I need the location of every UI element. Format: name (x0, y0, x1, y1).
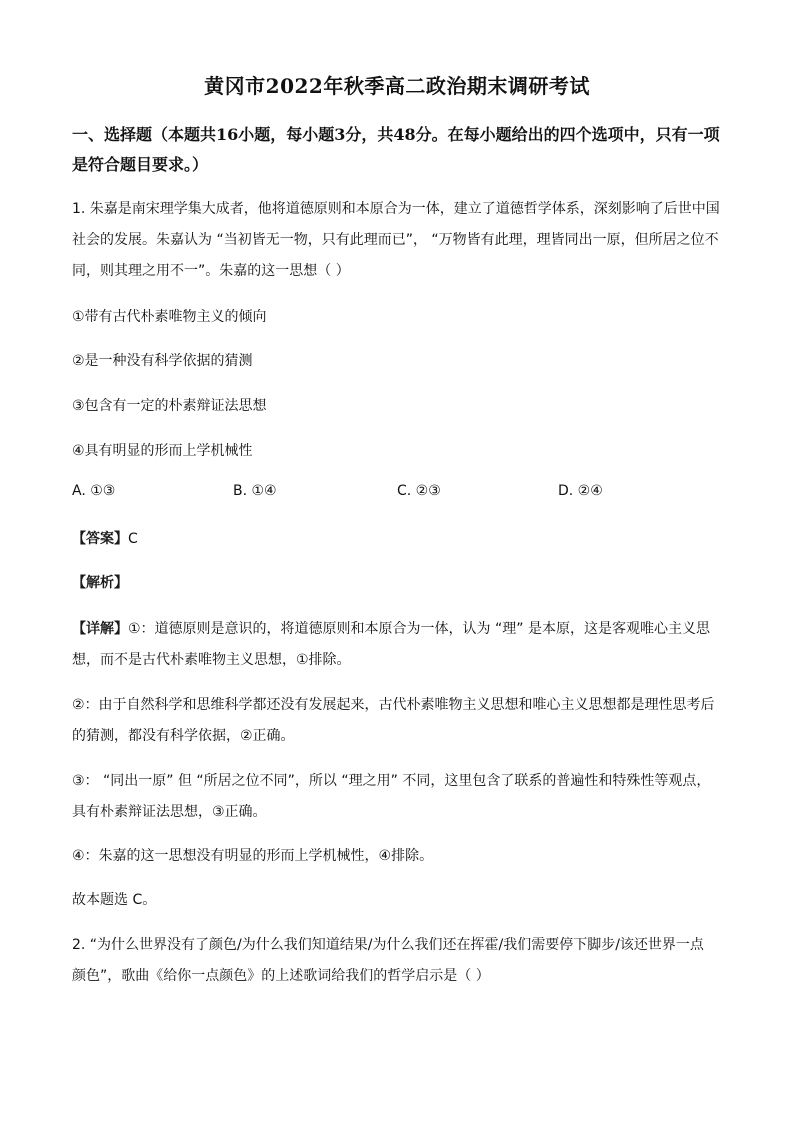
q1-statement-1: ①带有古代朴素唯物主义的倾向 (72, 309, 267, 325)
detail-label: 【详解】 (72, 621, 128, 637)
q1-stem-line-3: 同，则其理之用不一”。朱嘉的这一思想（ ） (72, 263, 350, 279)
answer-label: 【答案】 (72, 531, 128, 547)
page-title: 黄冈市2022年秋季高二政治期末调研考试 (204, 74, 590, 98)
q1-option-b: B. ①④ (233, 483, 277, 499)
q1-statement-2: ②是一种没有科学依据的猜测 (72, 353, 253, 369)
q1-stem-line-2: 社会的发展。朱嘉认为 “当初皆无一物，只有此理而已”， “万物皆有此理，理皆同出一原，但所居之位不 (72, 232, 719, 248)
q1-option-c: C. ②③ (397, 483, 441, 499)
q1-detail-line-4: 的猜测，都没有科学依据，②正确。 (72, 728, 295, 744)
q1-statement-3: ③包含有一定的朴素辩证法思想 (72, 398, 267, 414)
q1-detail-line-3: ②：由于自然科学和思维科学都还没有发展起来，古代朴素唯物主义思想和唯心主义思想都是理性思考后 (72, 697, 715, 713)
q1-detail-line-5: ③： “同出一原” 但 “所居之位不同”，所以 “理之用” 不同，这里包含了联系的普遍性和特殊性等观点， (72, 773, 711, 789)
q1-analysis-label: 【解析】 (72, 575, 128, 591)
q1-detail-line-2: 想，而不是古代朴素唯物主义思想，①排除。 (72, 652, 351, 668)
q1-detail-line-6: 具有朴素辩证法思想，③正确。 (72, 804, 267, 820)
q1-conclusion: 故本题选 C。 (72, 892, 157, 908)
q2-stem-line-2: 颜色”，歌曲《给你一点颜色》的上述歌词给我们的哲学启示是（ ） (72, 968, 490, 984)
q2-stem-line-1: 2. “为什么世界没有了颜色/为什么我们知道结果/为什么我们还在挥霍/我们需要停下脚步/该还世界一点 (72, 937, 704, 953)
q1-detail-line-1: 【详解】①：道德原则是意识的，将道德原则和本原合为一体，认为 “理” 是本原，这是客观唯心主义思 (72, 621, 710, 637)
section-heading: 一、选择题（本题共16小题，每小题3分，共48分。在每小题给出的四个选项中，只有一项是符合题目要求。） (72, 125, 720, 174)
q1-statement-4: ④具有明显的形而上学机械性 (72, 443, 253, 459)
q1-stem-line-1: 1. 朱嘉是南宋理学集大成者，他将道德原则和本原合为一体，建立了道德哲学体系，深刻影响了后世中国 (72, 201, 720, 217)
answer-value: C (128, 531, 138, 547)
q1-detail-line-7: ④：朱嘉的这一思想没有明显的形而上学机械性，④排除。 (72, 848, 434, 864)
q1-answer (72, 528, 138, 548)
q1-option-a: A. ①③ (72, 483, 116, 499)
q1-option-d: D. ②④ (558, 483, 603, 499)
